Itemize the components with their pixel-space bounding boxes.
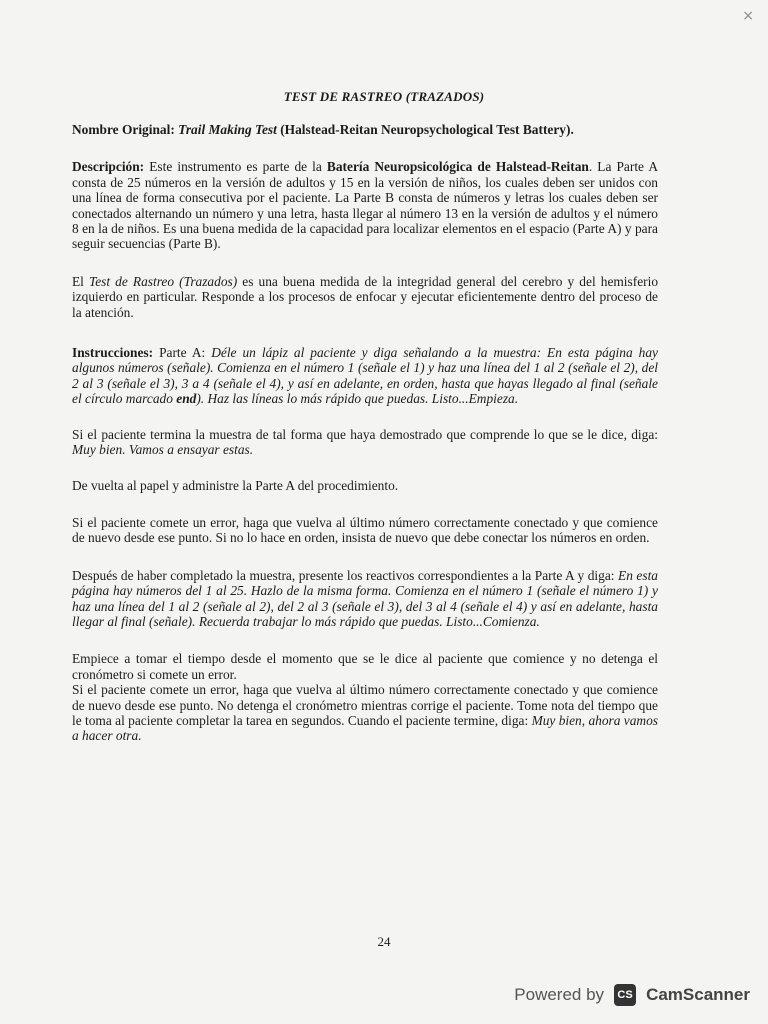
- document-title: TEST DE RASTREO (TRAZADOS): [283, 89, 485, 104]
- descripcion-text2: . La Parte A consta de 25 números en la versión de adultos y 15 en la versión de niños, los cuales deben ser unidos con una línea de forma consecutiva por el paciente. La Parte B consta de números y letras los cuales deben ser conectados alternando un número y una letra, hasta llegar al número 13 en la versión de adultos y el número 8 en la de niños. Es una buena medida de la capacidad para localizar elementos en el espacio (Parte A) y para seguir secuencias (Parte B).: [72, 159, 658, 252]
- document-body: [72, 118, 658, 744]
- error1-text: Si el paciente comete un error, haga que vuelva al último número correctamente conectado y que comience de nuevo desde ese punto. Si no lo hace en orden, insista de nuevo que debe conectar los números en orden.: [72, 514, 658, 546]
- nombre-label: Nombre Original:: [72, 122, 175, 137]
- close-icon[interactable]: ×: [742, 8, 754, 24]
- si-paciente-text: Si el paciente termina la muestra de tal forma que haya demostrado que comprende lo que se le dice, diga:: [72, 426, 658, 442]
- paragraph-si-paciente: [72, 427, 658, 458]
- descripcion-label: Descripción:: [72, 159, 145, 175]
- descripcion-text1: Este instrumento es parte de la: [144, 159, 327, 175]
- error2-text: Si el paciente comete un error, haga que vuelva al último número correctamente conectado y que comience de nuevo desde ese punto. No detenga el cronómetro mientras corrige el paciente. Tome nota del tiempo que le toma al paciente completar la tarea en segundos. Cuando el paciente termine, diga:: [72, 682, 658, 728]
- paragraph-instrucciones: [72, 345, 658, 407]
- paragraph-vuelta: [72, 478, 658, 493]
- paragraph-descripcion: [72, 159, 658, 251]
- page-number: 24: [377, 934, 391, 949]
- instrucciones-italic1: Déle un lápiz al paciente y diga señalando a la muestra: En esta página hay algunos números (señale). Comienza en el número 1 (señale el 1) y haz una línea del 1 al 2 (señale el 2), del 2 al 3 (señale el 3), 3 a 4 (señale el 4), y así en adelante, en orden, hasta que hayas llegado al final (señale el círculo marcado: [72, 345, 658, 407]
- camscanner-brand: CamScanner: [646, 985, 750, 1004]
- despues-text: Después de haber completado la muestra, presente los reactivos correspondientes a la Parte A y diga:: [72, 567, 619, 583]
- camscanner-logo-icon: CS: [614, 984, 636, 1006]
- powered-by-label: Powered by: [514, 985, 605, 1004]
- instrucciones-label: Instrucciones:: [72, 345, 154, 361]
- si-paciente-italic: Muy bien. Vamos a ensayar estas.: [72, 442, 254, 458]
- paragraph-nombre: [72, 122, 658, 137]
- instrucciones-text1: Parte A:: [153, 345, 212, 361]
- test-italic: Test de Rastreo (Trazados): [89, 273, 238, 289]
- paragraph-error-cronometro: [72, 682, 658, 744]
- paragraph-empiece: [72, 651, 658, 682]
- test-text1: El: [72, 273, 89, 289]
- descripcion-bold: Batería Neuropsicológica de Halstead-Reitan: [326, 159, 589, 175]
- camscanner-watermark: [514, 984, 750, 1006]
- vuelta-text: De vuelta al papel y administre la Parte A del procedimiento.: [72, 477, 399, 493]
- test-text2: es una buena medida de la integridad general del cerebro y del hemisferio izquierdo en particular. Responde a los procesos de enfocar y ejecutar eficientemente dentro del proceso de la atención.: [72, 273, 659, 320]
- error2-italic: Muy bien, ahora vamos a hacer otra.: [72, 712, 659, 744]
- empiece-text: Empiece a tomar el tiempo desde el momento que se le dice al paciente que comience y no detenga el cronómetro si comete un error.: [72, 651, 658, 682]
- instrucciones-italic2: ). Haz las líneas lo más rápido que puedas. Listo...Empieza.: [196, 391, 519, 407]
- paragraph-error: [72, 515, 658, 546]
- instrucciones-end: end: [176, 391, 197, 407]
- paragraph-despues: [72, 568, 658, 630]
- despues-italic: En esta página hay números del 1 al 25. Hazlo de la misma forma. Comienza en el número 1 (señale el número 1) y haz una línea del 1 al 2 (señale al 2), del 2 al 3 (señale el 3), del 3 al 4 (señale el 4) y así en adelante, hasta llegar al final (señale). Recuerda trabajar lo más rápido que puedas. Listo...Comienza.: [72, 567, 658, 629]
- nombre-name: Trail Making Test: [178, 122, 277, 137]
- paragraph-test: [72, 274, 658, 320]
- nombre-rest: (Halstead-Reitan Neuropsychological Test Battery).: [276, 122, 574, 137]
